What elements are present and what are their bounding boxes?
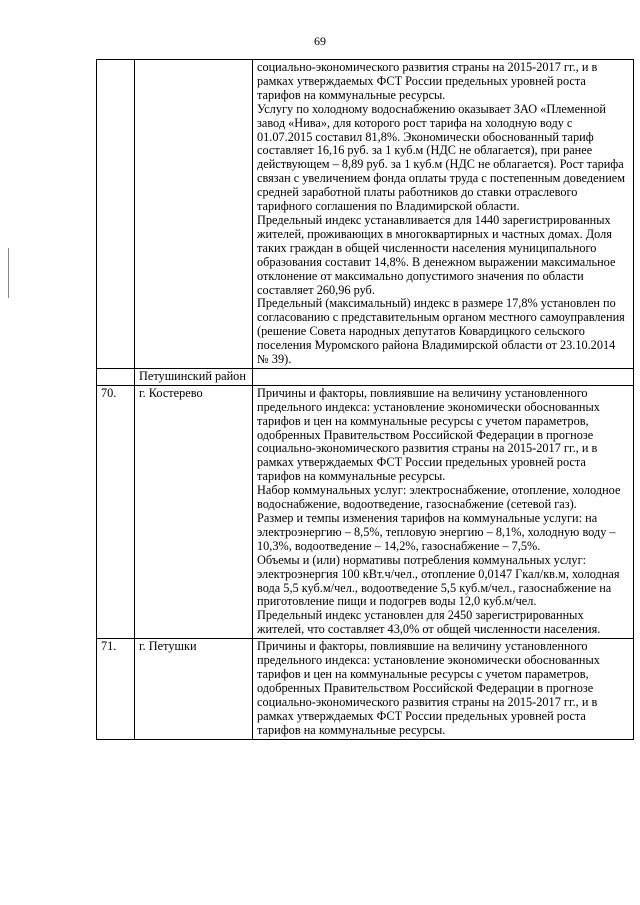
table-row	[97, 385, 634, 638]
paragraph: Набор коммунальных услуг: электроснабжение, отопление, холодное водоснабжение, водоотведение, газоснабжение (сетевой газ).	[257, 483, 621, 512]
table-row	[97, 368, 634, 385]
district-name: Петушинский район	[135, 368, 253, 385]
tariff-table	[96, 59, 634, 740]
row-number	[97, 368, 135, 385]
description-cell	[253, 385, 634, 638]
municipality-name: г. Костерево	[135, 385, 253, 638]
paragraph: Объемы и (или) нормативы потребления коммунальных услуг: электроэнергия 100 кВт.ч/чел., отопление 0,0147 Гкал/кв.м, холодная вода 5,5 куб.м/чел., водоотведение 5,5 куб.м/чел., газоснабжение на приготовление пищи и подогрев воды 12,0 куб.м/чел.	[257, 552, 620, 609]
row-number: 70.	[97, 385, 135, 638]
row-number	[97, 60, 135, 369]
paragraph: Предельный (максимальный) индекс в размере 17,8% установлен по согласованию с представительным органом местного самоуправления (решение Совета народных депутатов Ковардицкого сельского поселения Муромского района Владимирской области от 23.10.2014 № 39).	[257, 296, 625, 367]
paragraph: Предельный индекс установлен для 2450 зарегистрированных жителей, что составляет 43,0% от общей численности населения.	[257, 608, 601, 637]
paragraph: Причины и факторы, повлиявшие на величину установленного предельного индекса: установление экономически обоснованных тарифов и цен на коммунальные ресурсы с учетом параметров, одобренных Правительством Российской Федерации в прогнозе социально-экономического развития страны на 2015-2017 гг., и в рамках утверждаемых ФСТ России предельных уровней роста тарифов на коммунальные ресурсы.	[257, 385, 600, 484]
page-number: 69	[314, 34, 326, 48]
table-row	[97, 639, 634, 739]
municipality-name	[135, 60, 253, 369]
paragraph: социально-экономического развития страны на 2015-2017 гг., и в рамках утверждаемых ФСТ России предельных уровней роста тарифов на коммунальные ресурсы.	[257, 60, 598, 102]
paragraph: Размер и темпы изменения тарифов на коммунальные услуги: на электроэнергию – 8,5%, тепловую энергию – 8,1%, холодную воду – 10,3%, водоотведение – 14,2%, газоснабжение – 7,5%.	[257, 511, 616, 553]
description-cell	[253, 368, 634, 385]
municipality-name: г. Петушки	[135, 639, 253, 739]
paragraph: Предельный индекс устанавливается для 1440 зарегистрированных жителей, проживающих в многоквартирных и частных домах. Доля таких граждан в общей численности населения муниципального образования составит 14,8%. В денежном выражении максимальное отклонение от максимально допустимого значения по области составляет 260,96 руб.	[257, 212, 616, 297]
margin-mark	[8, 248, 9, 298]
table-row	[97, 60, 634, 369]
description-cell	[253, 639, 634, 739]
row-number: 71.	[97, 639, 135, 739]
paragraph: Причины и факторы, повлиявшие на величину установленного предельного индекса: установление экономически обоснованных тарифов и цен на коммунальные ресурсы с учетом параметров, одобренных Правительством Российской Федерации в прогнозе социально-экономического развития страны на 2015-2017 гг., и в рамках утверждаемых ФСТ России предельных уровней роста тарифов на коммунальные ресурсы.	[257, 639, 600, 737]
paragraph: Услугу по холодному водоснабжению оказывает ЗАО «Племенной завод «Нива», для которого рост тарифа на холодную воду с 01.07.2015 составил 81,8%. Экономически обоснованный тариф составляет 16,16 руб. за 1 куб.м (НДС не облагается), при ранее действующем – 8,89 руб. за 1 куб.м (НДС не облагается). Рост тарифа связан с увеличением фонда оплаты труда с постепенным доведением средней заработной платы работников до ставки отраслевого тарифного соглашения по Владимирской области.	[257, 101, 626, 214]
description-cell	[253, 60, 634, 369]
